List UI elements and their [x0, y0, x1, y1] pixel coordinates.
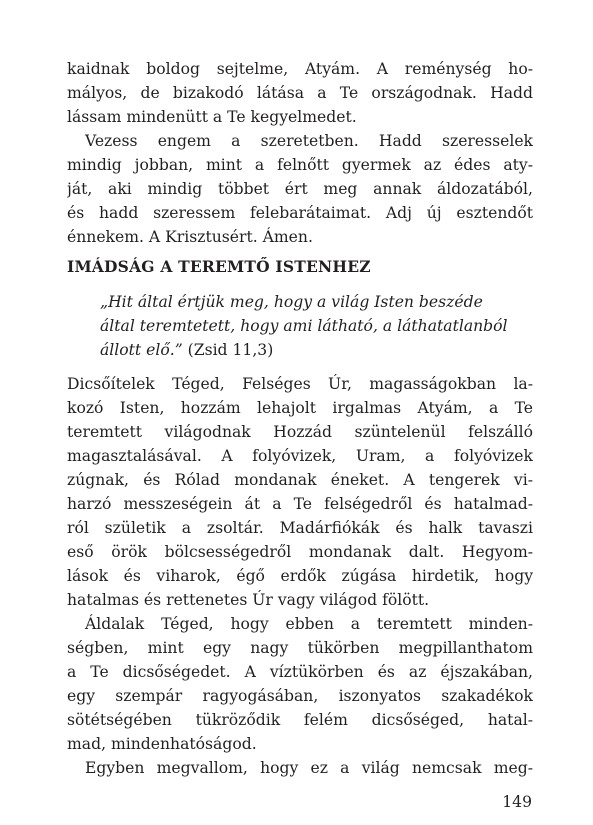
text-line: hatalmas és rettenetes Úr vagy világod fölött. [67, 591, 430, 609]
quote-text: „Hit által értjük meg, hogy a világ Isten beszéde [100, 293, 483, 311]
text-line: eső örök bölcsességedről mondanak dalt. Hegyom- [67, 543, 533, 561]
text-line: lások és viharok, égő erdők zúgása hirdetik, hogy [67, 567, 533, 585]
text-line: mályos, de bizakodó látása a Te országodnak. Hadd [67, 84, 533, 102]
section-heading: IMÁDSÁG A TEREMTŐ ISTENHEZ [67, 257, 371, 276]
text-line: kaidnak boldog sejtelme, Atyám. A reménység ho- [67, 60, 533, 78]
text-line: énnekem. A Krisztusért. Ámen. [67, 228, 313, 246]
text-line: mindig jobban, mint a felnőtt gyermek az édes aty- [67, 156, 533, 174]
text-line: magasztalásával. A folyóvizek, Uram, a folyóvizek [67, 447, 533, 465]
text-line: Egyben megvallom, hogy ez a világ nemcsak meg- [85, 759, 533, 777]
text-line: zúgnak, és Rólad mondanak éneket. A tengerek vi- [67, 471, 533, 489]
text-line: Áldalak Téged, hogy ebben a teremtett minden- [85, 615, 533, 633]
text-line: Dicsőítelek Téged, Felséges Úr, magasságokban la- [67, 375, 533, 393]
text-line: ségben, mint egy nagy tükörben megpillanthatom [67, 639, 533, 657]
text-line: Vezess engem a szeretetben. Hadd szeresselek [85, 132, 533, 150]
quote-line [100, 314, 533, 338]
text-line: harzó messzeségein át a Te felségedről és hatalmad- [67, 495, 533, 513]
page-number: 149 [502, 793, 532, 811]
text-line: teremtett világodnak Hozzád szüntelenül felszálló [67, 423, 533, 441]
text-line: ról születik a zsoltár. Madárfiókák és halk tavaszi [67, 519, 533, 537]
text-line: sötétségében tükröződik felém dicsőséged, hatal- [67, 711, 533, 729]
quote-reference: (Zsid 11,3) [182, 341, 274, 359]
text-line: egy szempár ragyogásában, iszonyatos szakadékok [67, 687, 533, 705]
text-line: és hadd szeressem felebarátaimat. Adj új esztendőt [67, 204, 533, 222]
quote-text: által teremtetett, hogy ami látható, a láthatatlanból [100, 317, 508, 335]
text-line: mad, mindenhatóságod. [67, 735, 257, 753]
quote-line [100, 338, 533, 362]
text-line: kozó Isten, hozzám lehajolt irgalmas Atyám, a Te [67, 399, 533, 417]
text-line: a Te dicsőségedet. A víztükörben és az éjszakában, [67, 663, 533, 681]
text-line: lássam mindenütt a Te kegyelmedet. [67, 108, 357, 126]
quote-text: állott elő.” [100, 341, 183, 359]
text-line: ját, aki mindig többet ért meg annak áldozatából, [67, 180, 533, 198]
quote-line [100, 290, 533, 314]
